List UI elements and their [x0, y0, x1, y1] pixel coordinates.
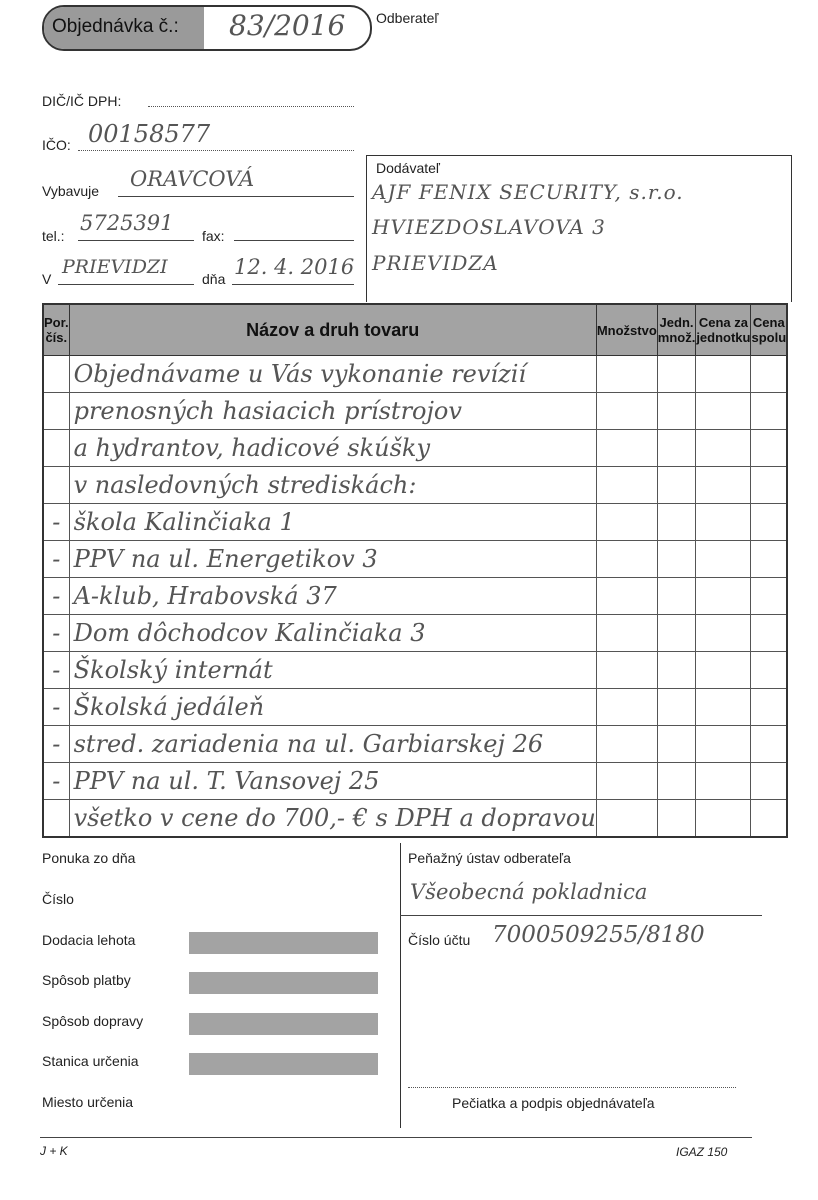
- date-value: 12. 4. 2016: [234, 255, 355, 279]
- row-description-cell[interactable]: PPV na ul. Energetikov 3: [69, 541, 596, 578]
- col-header-name: Názov a druh tovaru: [69, 304, 596, 356]
- row-unit-cell[interactable]: [657, 541, 696, 578]
- transport-method-label: Spôsob dopravy: [42, 1013, 144, 1029]
- row-total-cell[interactable]: [751, 467, 787, 504]
- table-row: [43, 726, 787, 763]
- row-quantity-cell[interactable]: [596, 430, 657, 467]
- table-row: [43, 541, 787, 578]
- row-unit-price-cell[interactable]: [696, 652, 751, 689]
- handled-by-field[interactable]: [118, 196, 354, 197]
- row-number-cell[interactable]: -: [43, 726, 69, 763]
- row-number-cell[interactable]: -: [43, 615, 69, 652]
- row-unit-cell[interactable]: [657, 800, 696, 838]
- footer-left: J + K: [40, 1144, 68, 1158]
- table-header-row: [43, 304, 787, 356]
- row-unit-price-cell[interactable]: [696, 726, 751, 763]
- row-unit-cell[interactable]: [657, 615, 696, 652]
- row-total-cell[interactable]: [751, 763, 787, 800]
- ico-field[interactable]: [78, 150, 354, 151]
- table-row: [43, 578, 787, 615]
- row-description-cell[interactable]: v nasledovných strediskách:: [69, 467, 596, 504]
- row-unit-cell[interactable]: [657, 726, 696, 763]
- col-header-qty: Množstvo: [596, 304, 657, 356]
- row-quantity-cell[interactable]: [596, 652, 657, 689]
- table-row: [43, 467, 787, 504]
- row-total-cell[interactable]: [751, 430, 787, 467]
- row-unit-cell[interactable]: [657, 467, 696, 504]
- offer-number-label: Číslo: [42, 891, 74, 907]
- row-description-cell[interactable]: Dom dôchodcov Kalinčiaka 3: [69, 615, 596, 652]
- row-number-cell[interactable]: -: [43, 578, 69, 615]
- place-label: V: [42, 271, 52, 287]
- handled-by-value: ORAVCOVÁ: [130, 167, 255, 191]
- order-number[interactable]: 83/2016: [229, 9, 346, 42]
- row-total-cell[interactable]: [751, 726, 787, 763]
- fax-field[interactable]: [234, 240, 354, 241]
- destination-place-label: Miesto určenia: [42, 1094, 134, 1110]
- row-unit-price-cell[interactable]: [696, 430, 751, 467]
- row-total-cell[interactable]: [751, 356, 787, 393]
- table-row: [43, 689, 787, 726]
- row-description-cell[interactable]: Objednávame u Vás vykonanie revízií: [69, 356, 596, 393]
- row-unit-cell[interactable]: [657, 356, 696, 393]
- bottom-divider: [400, 843, 401, 1128]
- row-total-cell[interactable]: [751, 578, 787, 615]
- supplier-line-1[interactable]: AJF FENIX SECURITY, s.r.o.: [372, 180, 684, 204]
- row-number-cell[interactable]: -: [43, 541, 69, 578]
- account-value[interactable]: 7000509255/8180: [492, 922, 705, 948]
- order-label: Objednávka č.:: [52, 16, 179, 37]
- phone-label: tel.:: [42, 228, 65, 244]
- date-field[interactable]: [232, 284, 354, 285]
- row-quantity-cell[interactable]: [596, 467, 657, 504]
- row-unit-cell[interactable]: [657, 689, 696, 726]
- row-unit-price-cell[interactable]: [696, 615, 751, 652]
- account-label: Číslo účtu: [408, 932, 471, 948]
- destination-station-label: Stanica určenia: [42, 1053, 139, 1069]
- row-number-cell[interactable]: -: [43, 689, 69, 726]
- row-number-cell[interactable]: [43, 356, 69, 393]
- row-description-cell[interactable]: stred. zariadenia na ul. Garbiarskej 26: [69, 726, 596, 763]
- destination-station-field[interactable]: [189, 1053, 378, 1075]
- row-quantity-cell[interactable]: [596, 800, 657, 838]
- bank-label: Peňažný ústav odberateľa: [408, 850, 571, 866]
- row-unit-cell[interactable]: [657, 504, 696, 541]
- supplier-line-2[interactable]: HVIEZDOSLAVOVA 3: [372, 215, 606, 239]
- row-quantity-cell[interactable]: [596, 763, 657, 800]
- delivery-term-label: Dodacia lehota: [42, 932, 136, 948]
- footer-line: [40, 1137, 752, 1138]
- table-row: [43, 504, 787, 541]
- row-total-cell[interactable]: [751, 615, 787, 652]
- table-row: [43, 356, 787, 393]
- row-number-cell[interactable]: -: [43, 504, 69, 541]
- row-unit-price-cell[interactable]: [696, 504, 751, 541]
- row-quantity-cell[interactable]: [596, 615, 657, 652]
- supplier-line-3[interactable]: PRIEVIDZA: [372, 251, 499, 275]
- row-number-cell[interactable]: [43, 393, 69, 430]
- table-row: [43, 430, 787, 467]
- row-description-cell[interactable]: A-klub, Hrabovská 37: [69, 578, 596, 615]
- row-description-cell[interactable]: Školský internát: [69, 652, 596, 689]
- row-quantity-cell[interactable]: [596, 689, 657, 726]
- row-total-cell[interactable]: [751, 689, 787, 726]
- col-header-unit: Jedn. množ.: [657, 304, 696, 356]
- offer-date-label: Ponuka zo dňa: [42, 850, 136, 866]
- row-total-cell[interactable]: [751, 504, 787, 541]
- row-unit-price-cell[interactable]: [696, 689, 751, 726]
- row-total-cell[interactable]: [751, 541, 787, 578]
- row-quantity-cell[interactable]: [596, 541, 657, 578]
- row-description-cell[interactable]: a hydrantov, hadicové skúšky: [69, 430, 596, 467]
- row-quantity-cell[interactable]: [596, 356, 657, 393]
- row-description-cell[interactable]: všetko v cene do 700,- € s DPH a dopravou: [69, 800, 596, 838]
- row-unit-cell[interactable]: [657, 763, 696, 800]
- bank-value[interactable]: Všeobecná pokladnica: [410, 880, 648, 904]
- col-header-no: Por. čís.: [43, 304, 69, 356]
- row-unit-price-cell[interactable]: [696, 763, 751, 800]
- table-row: [43, 652, 787, 689]
- buyer-label: Odberateľ: [376, 10, 439, 26]
- row-quantity-cell[interactable]: [596, 726, 657, 763]
- order-number-box: [42, 5, 372, 51]
- fax-label: fax:: [202, 228, 225, 244]
- row-description-cell[interactable]: prenosných hasiacich prístrojov: [69, 393, 596, 430]
- payment-method-label: Spôsob platby: [42, 972, 131, 988]
- payment-method-field[interactable]: [189, 972, 378, 994]
- handled-by-label: Vybavuje: [42, 183, 100, 199]
- table-row: [43, 615, 787, 652]
- row-number-cell[interactable]: [43, 467, 69, 504]
- row-quantity-cell[interactable]: [596, 578, 657, 615]
- row-unit-price-cell[interactable]: [696, 541, 751, 578]
- row-number-cell[interactable]: -: [43, 763, 69, 800]
- row-quantity-cell[interactable]: [596, 504, 657, 541]
- row-unit-price-cell[interactable]: [696, 800, 751, 838]
- table-row: [43, 800, 787, 838]
- row-description-cell[interactable]: Školská jedáleň: [69, 689, 596, 726]
- row-number-cell[interactable]: [43, 800, 69, 838]
- signature-line[interactable]: [408, 1087, 736, 1088]
- items-table: [42, 303, 788, 838]
- supplier-label: Dodávateľ: [376, 160, 441, 176]
- row-number-cell[interactable]: [43, 430, 69, 467]
- row-total-cell[interactable]: [751, 800, 787, 838]
- table-row: [43, 393, 787, 430]
- dic-label: DIČ/IČ DPH:: [42, 93, 122, 109]
- ico-value: 00158577: [88, 120, 211, 148]
- bank-field-line: [400, 915, 762, 916]
- row-unit-price-cell[interactable]: [696, 467, 751, 504]
- col-header-unit-price: Cena za jednotku: [696, 304, 751, 356]
- dic-field[interactable]: [148, 106, 354, 107]
- row-description-cell[interactable]: PPV na ul. T. Vansovej 25: [69, 763, 596, 800]
- row-unit-price-cell[interactable]: [696, 578, 751, 615]
- phone-value: 5725391: [80, 211, 174, 235]
- footer-right: IGAZ 150: [676, 1145, 728, 1159]
- ico-label: IČO:: [42, 137, 71, 153]
- date-label: dňa: [202, 271, 226, 287]
- row-unit-cell[interactable]: [657, 578, 696, 615]
- row-unit-cell[interactable]: [657, 652, 696, 689]
- row-unit-price-cell[interactable]: [696, 393, 751, 430]
- stamp-signature-label: Pečiatka a podpis objednávateľa: [452, 1095, 655, 1111]
- row-quantity-cell[interactable]: [596, 393, 657, 430]
- place-field[interactable]: [58, 284, 194, 285]
- row-unit-cell[interactable]: [657, 430, 696, 467]
- row-total-cell[interactable]: [751, 652, 787, 689]
- table-row: [43, 763, 787, 800]
- row-total-cell[interactable]: [751, 393, 787, 430]
- row-number-cell[interactable]: -: [43, 652, 69, 689]
- delivery-term-field[interactable]: [189, 932, 378, 954]
- row-unit-cell[interactable]: [657, 393, 696, 430]
- transport-method-field[interactable]: [189, 1013, 378, 1035]
- place-value: PRIEVIDZI: [62, 256, 168, 278]
- row-description-cell[interactable]: škola Kalinčiaka 1: [69, 504, 596, 541]
- phone-field[interactable]: [78, 240, 194, 241]
- col-header-total: Cena spolu: [751, 304, 787, 356]
- row-unit-price-cell[interactable]: [696, 356, 751, 393]
